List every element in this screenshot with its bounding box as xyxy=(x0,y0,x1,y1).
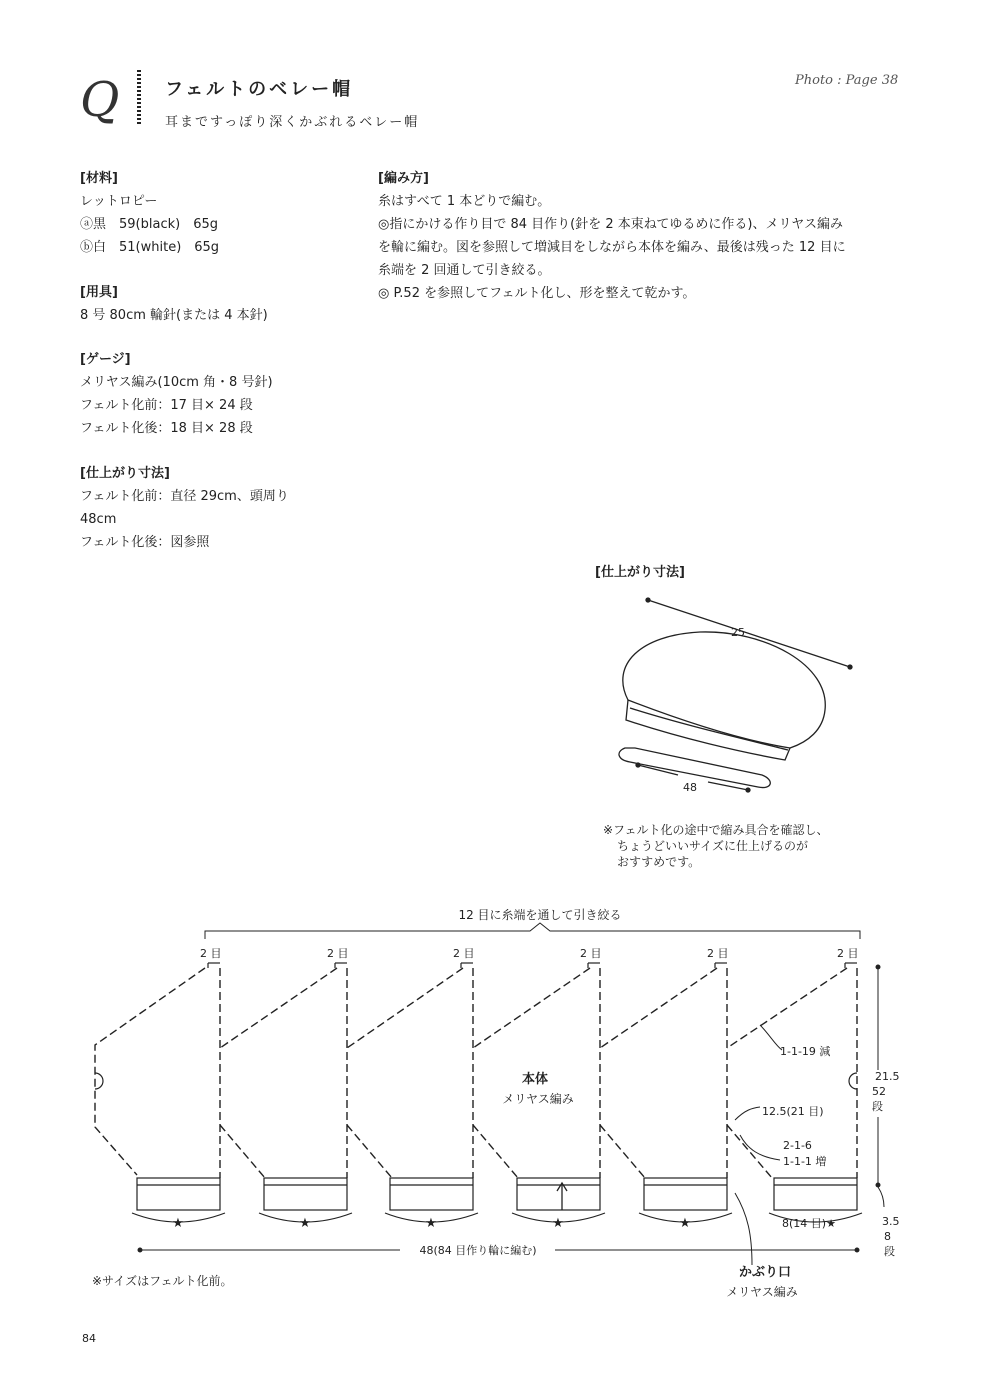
page-title: フェルトのベレー帽 xyxy=(165,79,354,100)
materials-color-a: ⓐ黒 59(black) 65g xyxy=(80,217,218,232)
star-mark: ★ xyxy=(679,1216,691,1231)
rib-band xyxy=(644,1178,727,1210)
stitch-count-label: 2 目 xyxy=(200,947,222,960)
total-width-label: 48(84 目作り輪に編む) xyxy=(419,1244,537,1257)
figure-heading xyxy=(595,561,685,584)
stitch-count-label: 2 目 xyxy=(327,947,349,960)
dec-leader xyxy=(760,1025,782,1050)
rib-band xyxy=(264,1178,347,1210)
height-rib-2: 8 xyxy=(884,1230,891,1243)
increase-line xyxy=(727,1125,772,1178)
method-line-5: ◎ P.52 を参照してフェルト化し、形を整えて乾かす。 xyxy=(378,286,696,301)
figure-note-3: おすすめです。 xyxy=(617,855,701,869)
stitch-count-label: 2 目 xyxy=(453,947,475,960)
materials-section xyxy=(80,167,219,259)
height-rib-3: 段 xyxy=(884,1245,895,1258)
photo-reference: Photo : Page 38 xyxy=(795,73,899,88)
height-body-1: 21.5 xyxy=(875,1070,900,1083)
stitch-count-label: 2 目 xyxy=(837,947,859,960)
gauge-before: フェルト化前：17 目× 24 段 xyxy=(80,398,253,413)
method-line-2: ◎指にかける作り目で 84 目作り(針を 2 本束ねてゆるめに作る)、メリヤス編み xyxy=(378,217,843,232)
panel-left-edge xyxy=(95,968,205,1175)
join-mark-right xyxy=(849,1073,857,1089)
increase-line xyxy=(347,1125,392,1178)
rib-band xyxy=(774,1178,857,1210)
materials-heading: [材料] xyxy=(80,171,118,186)
head-line-right xyxy=(708,782,748,790)
increase-line xyxy=(473,1125,518,1178)
dec-label: 1-1-19 減 xyxy=(780,1045,831,1058)
section-width-label: 8(14 目)★ xyxy=(782,1217,836,1230)
brim-sub: メリヤス編み xyxy=(726,1285,798,1299)
size-note: ※サイズはフェルト化前。 xyxy=(92,1274,233,1288)
rib-band xyxy=(137,1178,220,1210)
brim-title: かぶり口 xyxy=(738,1265,792,1280)
tools-section xyxy=(80,281,268,327)
tools-needle: 8 号 80cm 輪針(または 4 本針) xyxy=(80,308,268,323)
height-body-3: 段 xyxy=(872,1100,883,1113)
figure-note-1: ※フェルト化の途中で縮み具合を確認し、 xyxy=(603,823,829,837)
method-section xyxy=(378,167,938,305)
star-mark: ★ xyxy=(552,1216,564,1231)
rib-band xyxy=(390,1178,473,1210)
join-mark-left xyxy=(95,1073,103,1089)
decrease-line xyxy=(473,968,590,1048)
tools-heading: [用具] xyxy=(80,285,118,300)
gauge-section xyxy=(80,348,273,440)
knitting-diagram xyxy=(0,895,997,1315)
rib-band xyxy=(517,1178,600,1210)
materials-color-b: ⓑ白 51(white) 65g xyxy=(80,240,220,255)
method-heading: [編み方] xyxy=(378,171,429,186)
page-number: 84 xyxy=(82,1332,96,1345)
stitch-count-label: 2 目 xyxy=(580,947,602,960)
panel-labels xyxy=(172,947,858,1231)
star-mark: ★ xyxy=(172,1216,184,1231)
top-gather-label: 12 目に糸端を通して引き絞る xyxy=(458,908,622,922)
inc-label-2: 1-1-1 増 xyxy=(783,1155,827,1168)
mid-width-label: 12.5(21 目) xyxy=(762,1105,824,1118)
decrease-line xyxy=(727,968,847,1048)
stitch-count-label: 2 目 xyxy=(707,947,729,960)
height-rib-1: 3.5 xyxy=(882,1215,900,1228)
finished-size-heading: [仕上がり寸法] xyxy=(80,466,170,481)
finished-size-section xyxy=(80,462,289,554)
figure-heading-label: [仕上がり寸法] xyxy=(595,565,685,580)
height-body-2: 52 xyxy=(872,1085,886,1098)
brim-leader xyxy=(735,1193,752,1265)
page-subtitle: 耳まですっぽり深くかぶれるベレー帽 xyxy=(165,115,420,130)
body-sub: メリヤス編み xyxy=(502,1092,574,1106)
chapter-letter-logo: Q xyxy=(80,72,120,128)
diameter-line xyxy=(648,600,850,667)
decrease-line xyxy=(347,968,463,1048)
gauge-after: フェルト化後：18 目× 28 段 xyxy=(80,421,253,436)
gauge-pattern: メリヤス編み(10cm 角・8 号針) xyxy=(80,375,273,390)
decrease-line xyxy=(600,968,717,1048)
figure-note xyxy=(603,822,828,870)
materials-yarn: レットロピー xyxy=(80,194,158,209)
mid-leader xyxy=(735,1107,760,1120)
finished-size-before-1: フェルト化前：直径 29cm、頭周り xyxy=(80,489,289,504)
increase-line xyxy=(600,1125,645,1178)
method-line-4: 糸端を 2 回通して引き絞る。 xyxy=(378,263,551,278)
star-mark: ★ xyxy=(425,1216,437,1231)
star-mark: ★ xyxy=(299,1216,311,1231)
method-line-1: 糸はすべて 1 本どりで編む。 xyxy=(378,194,551,209)
diameter-label: 25 xyxy=(731,626,745,639)
body-title: 本体 xyxy=(521,1072,549,1087)
beret-illustration xyxy=(590,590,880,810)
figure-note-2: ちょうどいいサイズに仕上げるのが xyxy=(617,839,809,853)
panel-group xyxy=(95,968,857,1178)
method-line-3: を輪に編む。図を参照して増減目をしながら本体を編み、最後は残った 12 目に xyxy=(378,240,846,255)
finished-size-after: フェルト化後：図参照 xyxy=(80,535,210,550)
top-brace xyxy=(205,923,860,939)
decrease-line xyxy=(220,968,337,1048)
finished-size-before-2: 48cm xyxy=(80,512,117,527)
header-divider xyxy=(137,70,141,126)
rib-group xyxy=(95,963,862,1222)
gauge-heading: [ゲージ] xyxy=(80,352,131,367)
head-label: 48 xyxy=(683,781,697,794)
inc-label-1: 2-1-6 xyxy=(783,1139,812,1152)
increase-line xyxy=(220,1125,265,1178)
